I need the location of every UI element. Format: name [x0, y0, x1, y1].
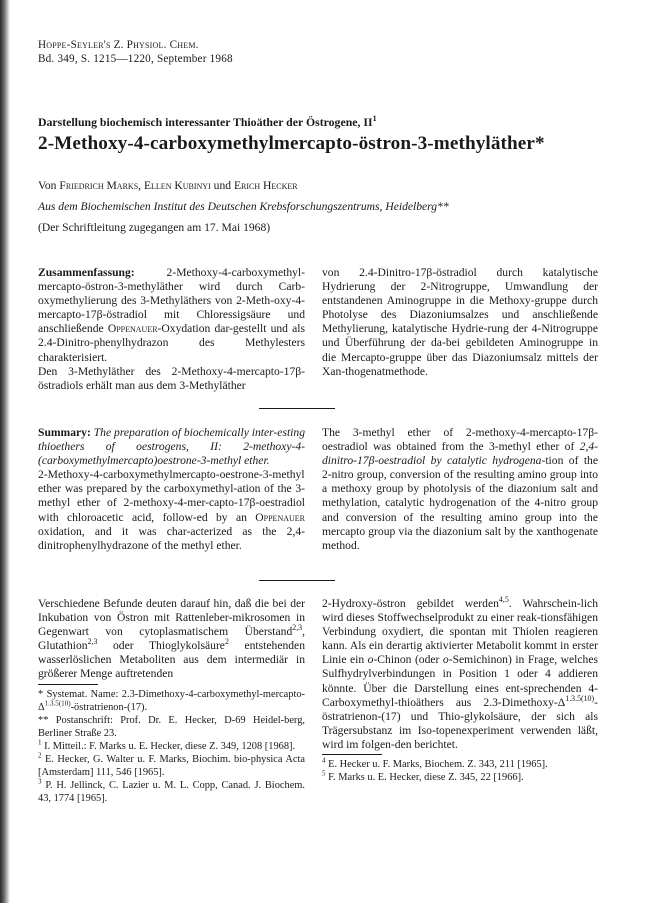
footnote-mark: *	[38, 688, 47, 700]
summary-label: Summary:	[38, 426, 91, 439]
body-text: 2-Hydroxy-östron gebildet werden	[322, 597, 499, 610]
footnote-rule	[322, 754, 382, 755]
italic-o: o	[367, 653, 374, 667]
article-title: 2-Methoxy-4-carboxymethylmercapto-östron-3-methyläther*	[38, 133, 545, 154]
institute-line: Aus dem Biochemischen Institut des Deutschen Krebsforschungszentrums, Heidelberg**	[38, 200, 449, 213]
footnote-text: E. Hecker, G. Walter u. F. Marks, Biochim. bio-physica Acta [Amsterdam] 111, 546 [1965].	[38, 753, 305, 778]
citation-mark: 2,3	[292, 623, 303, 633]
body-paragraph	[38, 597, 305, 682]
journal-header	[38, 38, 233, 66]
footnote-mark: 5	[322, 769, 326, 778]
footnote	[38, 688, 305, 714]
scan-edge-shadow	[0, 0, 10, 903]
citation-mark: 2	[224, 637, 229, 647]
authors-prefix: Von	[38, 179, 60, 192]
body-text: oder Thioglykolsäure	[97, 639, 225, 653]
superscript: 1.3.5(10)	[565, 693, 595, 703]
body-left-column	[38, 597, 305, 805]
footnote-text: Postanschrift: Prof. Dr. E. Hecker, D-69 Heidel-berg, Berliner Straße 23.	[38, 714, 305, 739]
body-text: -Chinon (oder	[373, 653, 443, 667]
footnote	[38, 753, 305, 779]
superscript: 1.3.5(10)	[44, 699, 71, 708]
italic-o: o	[442, 653, 449, 667]
footnote	[38, 714, 305, 740]
footnote	[38, 740, 305, 753]
footnote-mark: 2	[38, 751, 42, 760]
body-right-column	[322, 597, 598, 784]
footnote-text: F. Marks u. E. Hecker, diese Z. 345, 22 [1966].	[325, 772, 524, 784]
footnote-text: -östratrienon-(17).	[70, 701, 148, 713]
author-separator: und	[210, 179, 234, 192]
zusammenfassung-text: -Oxydation dar-gestellt und als 2.4-Dinitro-phenylhydrazon des Methylesters charakterisiert.	[38, 322, 305, 364]
footnote-text: I. Mitteil.: F. Marks u. E. Hecker, diese Z. 349, 1208 [1968].	[41, 740, 296, 752]
body-text: Verschiedene Befunde deuten darauf hin, daß die bei der Inkubation von Östron mit Rattenleber-mikrosomen in Gegenwart von cytoplasmatischem Überstand	[38, 597, 305, 639]
footnote	[322, 758, 598, 771]
journal-name: Hoppe-Seyler's Z. Physiol. Chem.	[38, 39, 199, 51]
footnote-text: E. Hecker u. F. Marks, Biochem. Z. 343, 211 [1965].	[325, 759, 548, 771]
zusammenfassung-left	[38, 266, 305, 393]
author-marks: Friedrich Marks	[59, 179, 139, 192]
body-text: , Glutathion	[38, 625, 305, 653]
zusammenfassung-paragraph-2: Den 3-Methyläther des 2-Methoxy-4-mercapto-17β-östradiols erhält man aus dem 3-Methyläther	[38, 364, 305, 392]
oppenauer-name: Oppenauer	[107, 322, 158, 336]
footnote-mark: **	[38, 714, 56, 726]
body-text: -östratrienon-(17) und Thio-glykolsäure, der sich als Trägersubstanz im Iso-topenexperiment verwenden läßt, wird im folgen-den berichtet.	[322, 695, 598, 751]
author-line	[38, 179, 298, 192]
summary-text: 2-Methoxy-4-carboxymethylmercapto-oestrone-3-methyl ether was prepared by the carboxymethyl-ation of the 3-methyl ether of 2-methoxy-4-mer-capto-17β-oestradiol with chloroacetic acid, follow-ed by an	[38, 468, 305, 524]
zusammenfassung-text: 2-Methoxy-4-carboxymethyl-mercapto-östron-3-methyläther wird durch Carb-oxymethylierung des 3-Methyläthers von 2-Meth-oxy-4-mercapto-17β-östradiol mit Chloressigsäure und anschließende	[38, 266, 305, 336]
oppenauer-name: Oppenauer	[255, 510, 305, 524]
summary-text: tion of the 2-nitro group, conversion of the resulting amino group into a methoxy group by photolysis of the diazonium salt and methylation, catalytic hydrogenation of the 4-nitro group and conversion of the resulting amino group into the mercapto group via the diazonium salt by the xanthogenate method.	[322, 454, 598, 552]
series-title	[38, 115, 377, 130]
summary-italic-text: 2,4-dinitro-17β-oestradiol by catalytic hydrogena-	[322, 440, 598, 468]
received-date: (Der Schriftleitung zugegangen am 17. Mai 1968)	[38, 221, 271, 234]
footnotes-right	[322, 758, 598, 784]
series-footnote-mark: 1	[372, 114, 377, 124]
body-text: entstehenden wasserlöslichen Metaboliten aus dem intermediär in größerer Menge auftretenden	[38, 639, 305, 681]
footnote-rule	[38, 684, 98, 685]
body-paragraph	[322, 597, 598, 752]
author-separator: ,	[138, 179, 144, 192]
footnote	[38, 779, 305, 805]
section-divider	[259, 408, 335, 409]
footnote-mark: 4	[322, 756, 326, 765]
journal-volume: Bd. 349, S. 1215—1220, September 1968	[38, 53, 233, 65]
summary-left	[38, 426, 305, 553]
body-text: . Wahrschein-lich wird dieses Stoffwechselprodukt zu einer reak-tionsfähigen Verbindung oxydiert, die spontan mit Thiolen reagieren kann. Als ein derartig aktivierter Metabolit kommt in erster Linie ein	[322, 597, 598, 667]
footnotes-left	[38, 688, 305, 805]
summary-text: oxidation, and it was char-acterized as the 2,4-dinitrophenylhydrazone of the methyl ether.	[38, 524, 305, 552]
zusammenfassung-label: Zusammenfassung:	[38, 266, 135, 279]
footnote-text: Systemat. Name: 2.3-Dimethoxy-4-carboxymethyl-mercapto-Δ	[38, 688, 305, 713]
summary-text: The 3-methyl ether of 2-methoxy-4-mercapto-17β-oestradiol was obtained from the 3-methyl ether of	[322, 426, 598, 454]
footnote	[322, 771, 598, 784]
zusammenfassung-right: von 2.4-Dinitro-17β-östradiol durch katalytische Hydrierung der 2-Nitrogruppe, Umwandlung der entstandenen Aminogruppe in die Methoxy-gruppe durch Photolyse des Diazoniumsalzes und anschließende Methylierung, katalytische Hydrie-rung der 4-Nitrogruppe und Überführung der da-bei gebildeten Aminogruppe in die Mercapto-gruppe über das Diazoniumsalz mittels der Xan-thogenatmethode.	[322, 266, 598, 378]
author-hecker: Erich Hecker	[233, 179, 298, 192]
summary-title: The preparation of biochemically inter-esting thioethers of oestrogens, II: 2-methoxy-4-(carboxymethylmercapto)oestrone-3-methyl ether.	[38, 426, 305, 468]
footnote-mark: 3	[38, 777, 42, 786]
body-text: -Semichinon) in Frage, welches Sulfhydrylverbindungen in Position 1 oder 4 addieren könnte. Über die Darstellung eines ent-sprechenden 4-Carboxymethyl-thioäthers aus 2.3-Dimethoxy-Δ	[322, 653, 598, 709]
footnote-mark: 1	[38, 738, 42, 747]
citation-mark: 2,3	[87, 637, 98, 647]
summary-right	[322, 426, 598, 553]
citation-mark: 4,5	[498, 595, 509, 605]
author-kubinyi: Ellen Kubinyi	[143, 179, 211, 192]
footnote-text: P. H. Jellinck, C. Lazier u. M. L. Copp, Canad. J. Biochem. 43, 1774 [1965].	[38, 779, 305, 804]
section-divider	[259, 580, 335, 581]
series-text: Darstellung biochemisch interessanter Thioäther der Östrogene, II	[38, 115, 373, 129]
